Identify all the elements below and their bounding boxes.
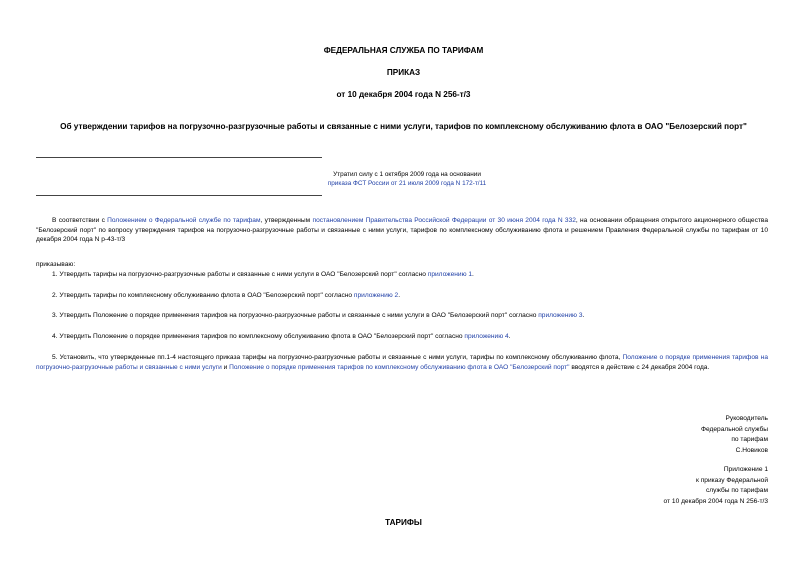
appendix-line-3: службы по тарифам — [705, 487, 768, 495]
order-item-2-text: 2. Утвердить тарифы по комплексному обслуживанию флота в ОАО "Белозерский порт" согласно — [52, 292, 354, 299]
intro-text-1: В соответствии с — [52, 217, 108, 224]
signature-line-1: Руководитель — [725, 415, 768, 422]
order-item-5-text-2: и — [221, 363, 230, 371]
signature-line-3: по тарифам — [731, 436, 768, 444]
appendix-line-2: к приказу Федеральной — [696, 476, 768, 484]
order-item-3-tail: . — [582, 312, 585, 319]
order-item-3-link[interactable]: приложению 3 — [538, 312, 583, 319]
order-item-3 — [36, 311, 768, 321]
intro-link-resolution[interactable]: постановлением Правительства Российской Федерации от 30 июня 2004 года N 332 — [312, 217, 576, 224]
order-item-1-text: 1. Утвердить тарифы на погрузочно-разгрузочные работы и связанные с ними услуги в ОАО "Белозерский порт" согласно — [52, 271, 428, 278]
status-note-text: Утратил силу с 1 октября 2009 года на основании — [333, 171, 481, 178]
order-item-1-tail: . — [472, 271, 474, 278]
document-title: Об утверждении тарифов на погрузочно-разгрузочные работы и связанные с ними услуги, тарифов по комплексному обслуживанию флота в ОАО "Белозерский порт" — [60, 122, 747, 131]
order-item-1-link[interactable]: приложению 1 — [427, 271, 473, 278]
appendix-line-4: от 10 декабря 2004 года N 256-т/3 — [663, 497, 768, 505]
order-item-4-text: 4. Утвердить Положение о порядке применения тарифов по комплексному обслуживанию флота в ОАО "Белозерский порт" согласно — [52, 333, 465, 340]
order-item-3-text: 3. Утвердить Положение о порядке применения тарифов на погрузочно-разгрузочные работы и связанные с ними услуги в ОАО "Белозерский порт" согласно — [52, 312, 539, 319]
order-item-4 — [36, 332, 768, 342]
order-item-4-link[interactable]: приложению 4 — [464, 333, 509, 340]
order-item-5-link-2[interactable]: Положение о порядке применения тарифов по комплексному обслуживанию флота в ОАО "Белозерский порт" — [229, 363, 570, 371]
appendix-line-1: Приложение 1 — [723, 466, 768, 473]
order-item-2 — [36, 291, 768, 301]
order-item-2-tail: . — [398, 292, 401, 299]
signature-line-4: С.Новиков — [735, 446, 768, 454]
agency-name: ФЕДЕРАЛЬНАЯ СЛУЖБА ПО ТАРИФАМ — [323, 46, 484, 55]
divider-top — [36, 157, 322, 158]
intro-paragraph — [36, 216, 768, 245]
order-verb: приказываю: — [36, 261, 76, 268]
intro-text-3: , на основании обращения открытого акционерного общества "Белозерский порт" по вопросу утверждения тарифов на погрузочно-разгрузочные работы и связанные с ними услуги, тарифов по комплексному обслуживанию флота и решением Правления Федеральной службы по тарифам от 10 декабря 2004 года N р-43-т/3 — [36, 217, 769, 244]
order-item-4-tail: . — [508, 333, 511, 340]
section-title: ТАРИФЫ — [385, 518, 422, 527]
order-item-5 — [36, 353, 768, 372]
order-item-2-link[interactable]: приложению 2 — [353, 292, 399, 299]
order-item-5-link-1[interactable]: Положение о порядке применения тарифов на погрузочно-разгрузочные работы и связанные с ними услуги — [36, 354, 768, 371]
order-item-5-text-3: вводятся в действие с 24 декабря 2004 года. — [569, 363, 710, 371]
intro-text-2: , утвержденным — [260, 217, 313, 224]
order-item-1 — [36, 270, 768, 280]
document-date-number: от 10 декабря 2004 года N 256-т/3 — [336, 90, 471, 99]
signature-line-2: Федеральной службы — [700, 425, 768, 433]
appendix-block — [664, 465, 768, 507]
status-note-link[interactable]: приказа ФСТ России от 21 июля 2009 года N 172-т/11 — [327, 180, 487, 188]
document-type: ПРИКАЗ — [386, 68, 421, 77]
signature-block — [701, 414, 768, 456]
order-item-5-text-1: 5. Установить, что утвержденные пп.1-4 настоящего приказа тарифы на погрузочно-разгрузочные работы и связанные с ними услуги, тарифы по комплексному обслуживанию флота, — [52, 354, 623, 361]
intro-link-regulation[interactable]: Положением о Федеральной службе по тарифам — [107, 217, 261, 224]
status-note — [302, 170, 512, 189]
divider-bottom — [36, 195, 322, 196]
